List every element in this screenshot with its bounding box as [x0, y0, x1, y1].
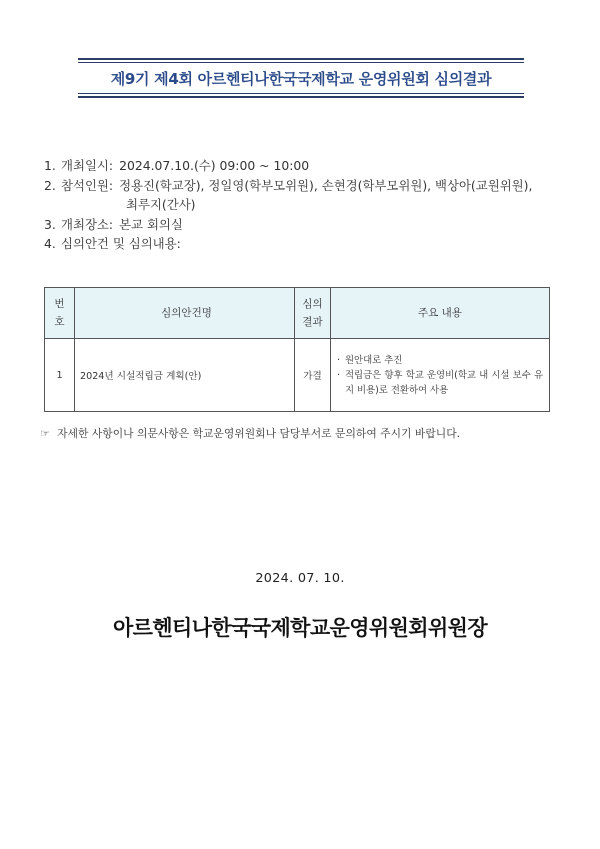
bullet-dot: ·	[337, 369, 340, 381]
cell-result: 가결	[295, 339, 331, 412]
header-number-line1: 번	[54, 298, 65, 310]
list-item	[337, 353, 543, 368]
note-text: 자세한 사항이나 의문사항은 학교운영위원회나 담당부서로 문의하여 주시기 바랍니다.	[57, 427, 461, 440]
pointing-hand-icon: ☞	[40, 427, 50, 440]
info-label: 참석인원:	[61, 177, 114, 193]
agenda-table	[44, 287, 550, 412]
header-result-line2: 결과	[302, 316, 323, 328]
header-number-line2: 호	[54, 316, 65, 328]
info-number: 2.	[44, 177, 56, 193]
info-value: 2024.07.10.(수) 09:00 ~ 10:00	[119, 158, 310, 173]
table-row	[45, 339, 550, 412]
bullet-dot: ·	[337, 354, 340, 366]
info-row-place	[44, 215, 564, 235]
info-label: 개최장소:	[61, 216, 114, 232]
info-value: 본교 회의실	[119, 216, 183, 232]
cell-number: 1	[45, 339, 75, 412]
info-number: 1.	[44, 158, 56, 173]
table-header-row	[45, 288, 550, 339]
info-row-date	[44, 156, 564, 176]
meeting-info	[44, 156, 564, 254]
title-box	[78, 58, 524, 98]
document-title: 제9기 제4회 아르헨티나한국국제학교 운영위원회 심의결과	[110, 69, 492, 88]
contact-note	[40, 426, 460, 441]
info-label: 개최일시:	[61, 158, 114, 173]
header-result	[295, 288, 331, 339]
header-number	[45, 288, 75, 339]
bullet-text: 원안대로 추진	[345, 354, 403, 366]
document-date: 2024. 07. 10.	[255, 571, 345, 586]
info-number: 3.	[44, 216, 56, 232]
header-main-content: 주요 내용	[331, 288, 550, 339]
list-item	[337, 368, 543, 398]
info-label: 심의안건 및 심의내용:	[61, 236, 181, 251]
header-item: 심의안건명	[75, 288, 295, 339]
info-row-agenda	[44, 234, 564, 254]
cell-main-content	[331, 339, 550, 412]
signer-title: 아르헨티나한국국제학교운영위원회위원장	[112, 616, 488, 640]
cell-item: 2024년 시설적립금 계획(안)	[75, 339, 295, 412]
info-row-attendees	[44, 176, 564, 196]
info-value: 정용진(학교장), 정일영(학부모위원), 손현경(학부모위원), 백상아(교원위원),	[119, 177, 533, 193]
header-result-line1: 심의	[302, 298, 323, 310]
info-value-continuation: 최루지(간사)	[126, 197, 196, 212]
info-number: 4.	[44, 236, 56, 251]
bullet-text: 적립금은 향후 학교 운영비(학교 내 시설 보수 유지 비용)로 전환하여 사용	[345, 369, 543, 396]
